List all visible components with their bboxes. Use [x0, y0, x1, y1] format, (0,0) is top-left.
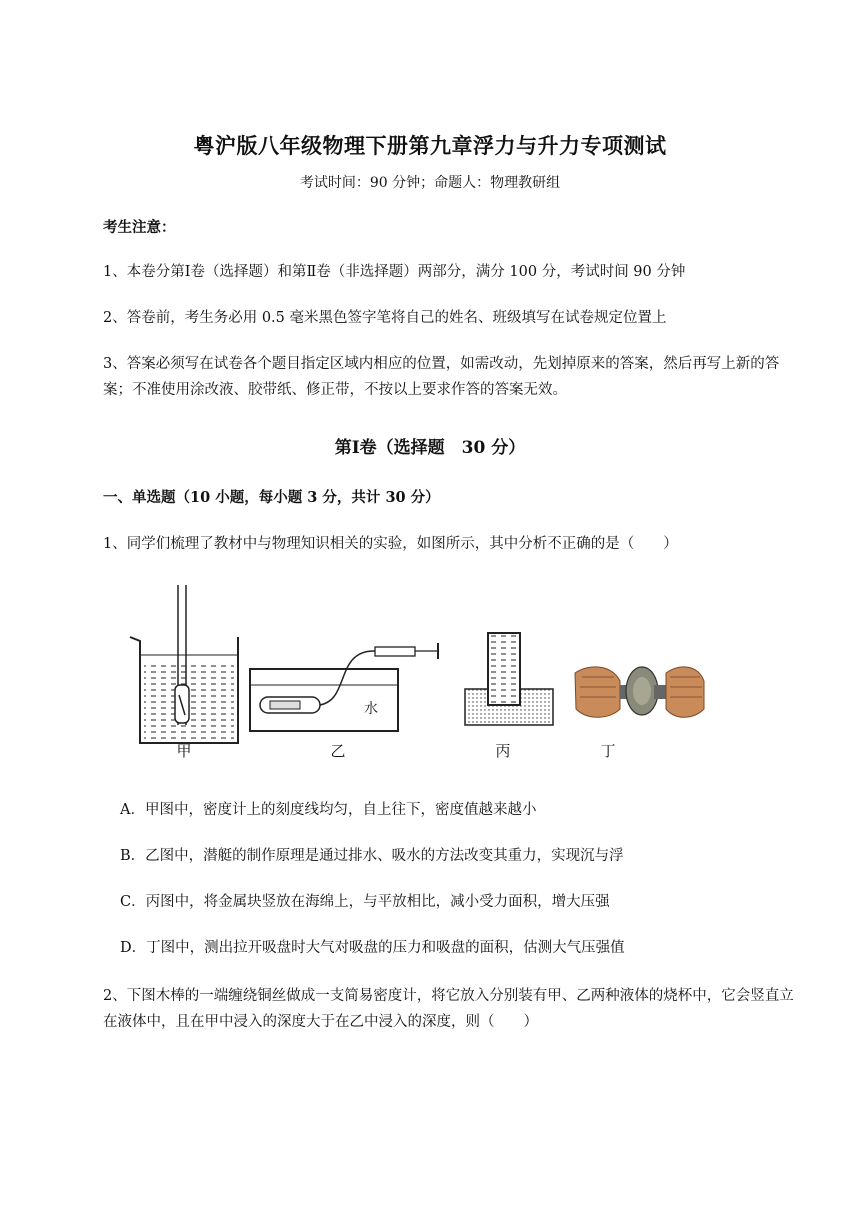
question-1-stem: 1、同学们梳理了教材中与物理知识相关的实验，如图所示，其中分析不正确的是（ ）	[103, 536, 678, 552]
block-on-sponge-figure	[465, 633, 553, 725]
water-label: 水	[364, 701, 378, 717]
question-1-option-b: B．乙图中，潜艇的制作原理是通过排水、吸水的方法改变其重力，实现沉与浮	[120, 848, 624, 864]
page-subtitle: 考试时间：90 分钟；命题人：物理教研组	[299, 175, 561, 191]
notice-item-3: 3、答案必须写在试卷各个题目指定区域内相应的位置，如需改动，先划掉原来的答案，然后再写上新的答案；不准使用涂改液、胶带纸、修正带，不按以上要求作答的答案无效。	[103, 356, 780, 398]
question-1-option-d: D．丁图中，测出拉开吸盘时大气对吸盘的压力和吸盘的面积，估测大气压强值	[120, 940, 625, 956]
figure-label-bing: 丙	[495, 742, 511, 760]
notice-heading: 考生注意：	[103, 219, 176, 236]
question-1-option-c: C．丙图中，将金属块竖放在海绵上，与平放相比，减小受力面积，增大压强	[120, 894, 610, 910]
question-2-stem: 2、下图木棒的一端缠绕铜丝做成一支简易密度计，将它放入分别装有甲、乙两种液体的烧杯中，它会竖直立在液体中，且在甲中浸入的深度大于在乙中浸入的深度，则（ ）	[103, 988, 794, 1030]
beaker-hydrometer-figure	[130, 585, 238, 743]
question-1-figure	[120, 585, 720, 770]
suction-cups-figure	[575, 667, 704, 717]
figure-label-ding: 丁	[600, 742, 616, 760]
section-title: 第Ⅰ卷（选择题 30 分）	[334, 438, 526, 458]
page-title: 粤沪版八年级物理下册第九章浮力与升力专项测试	[193, 133, 667, 158]
notice-item-2: 2、答卷前，考生务必用 0.5 毫米黑色签字笔将自己的姓名、班级填写在试卷规定位置上	[103, 310, 667, 326]
notice-item-1: 1、本卷分第Ⅰ卷（选择题）和第Ⅱ卷（非选择题）两部分，满分 100 分，考试时间 90 分钟	[103, 264, 686, 280]
figure-label-yi: 乙	[330, 742, 346, 760]
part-heading: 一、单选题（10 小题，每小题 3 分，共计 30 分）	[103, 489, 440, 506]
question-1-option-a: A．甲图中，密度计上的刻度线均匀，自上往下，密度值越来越小	[120, 802, 537, 818]
figure-label-jia: 甲	[176, 742, 192, 760]
submarine-tank-figure	[250, 643, 438, 731]
